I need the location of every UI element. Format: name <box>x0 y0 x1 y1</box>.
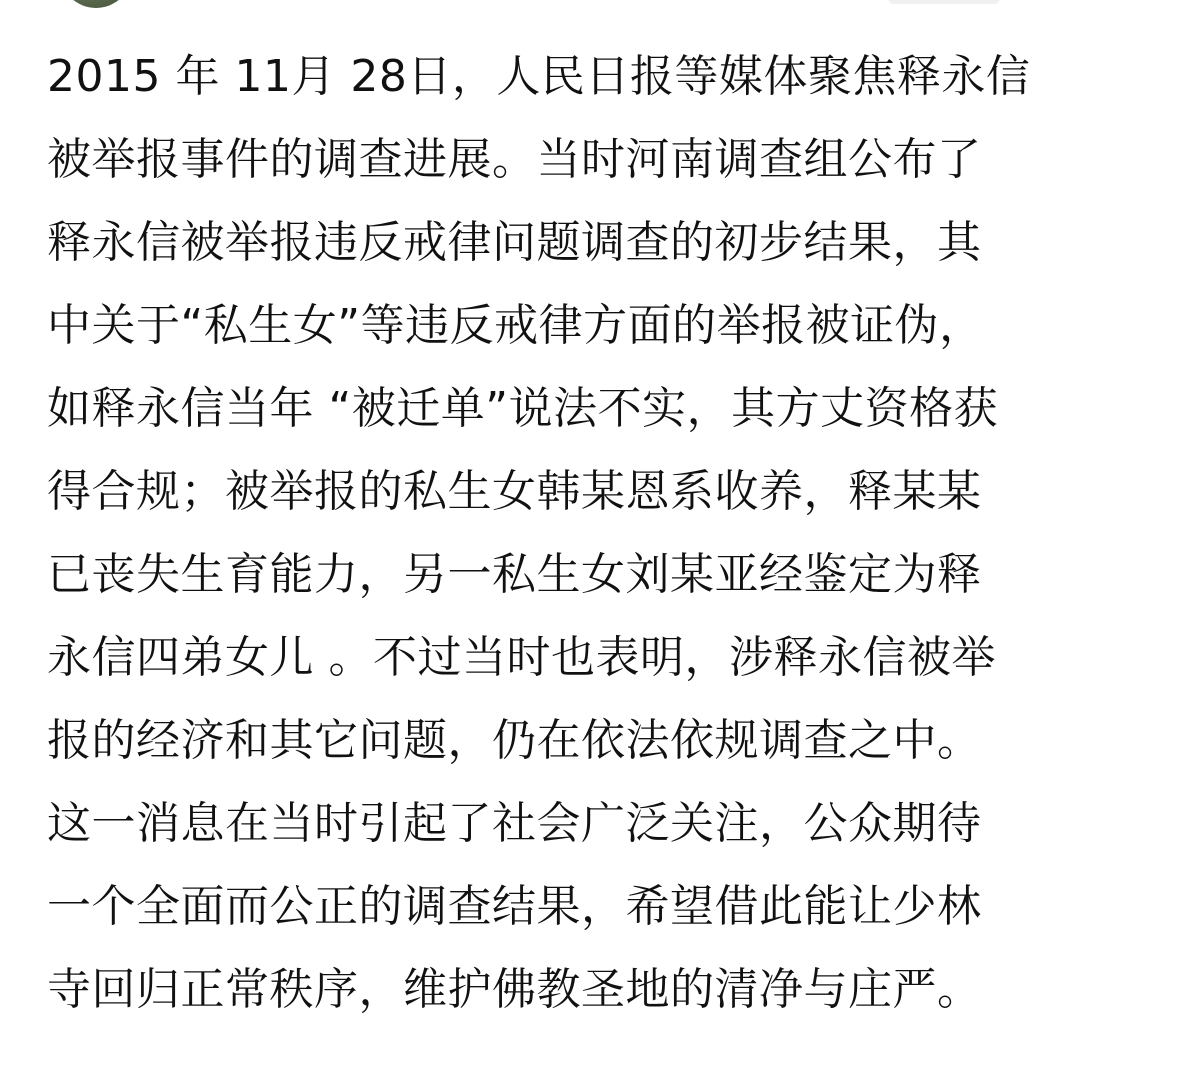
post-text-line-9: 报的经济和其它问题，仍在依法依规调查之中。 <box>47 715 982 766</box>
post-text-line-2: 被举报事件的调查进展。当时河南调查组公布了 <box>47 134 982 185</box>
post-text <box>47 40 1157 1036</box>
post-text-line-7: 已丧失生育能力，另一私生女刘某亚经鉴定为释 <box>47 549 982 600</box>
follow-button[interactable] <box>888 0 1000 4</box>
post-text-line-3: 释永信被举报违反戒律问题调查的初步结果，其 <box>47 217 982 268</box>
post-time <box>168 0 308 8</box>
post-text-line-10: 这一消息在当时引起了社会广泛关注，公众期待 <box>47 798 982 849</box>
post-text-line-1: 2015 年 11月 28日，人民日报等媒体聚焦释永信 <box>47 51 1031 102</box>
avatar[interactable] <box>60 0 132 8</box>
post-text-line-11: 一个全面而公正的调查结果，希望借此能让少林 <box>47 881 982 932</box>
post-text-line-5: 如释永信当年 “被迁单”说法不实，其方丈资格获 <box>47 383 999 434</box>
post-text-line-12: 寺回归正常秩序，维护佛教圣地的清净与庄严。 <box>47 964 982 1015</box>
post-text-line-4: 中关于“私生女”等违反戒律方面的举报被证伪， <box>47 300 984 351</box>
post-header-cropped <box>0 0 1179 10</box>
post-text-line-8: 永信四弟女儿 。不过当时也表明，涉释永信被举 <box>47 632 996 683</box>
post-text-line-6: 得合规；被举报的私生女韩某恩系收养，释某某 <box>47 466 982 517</box>
